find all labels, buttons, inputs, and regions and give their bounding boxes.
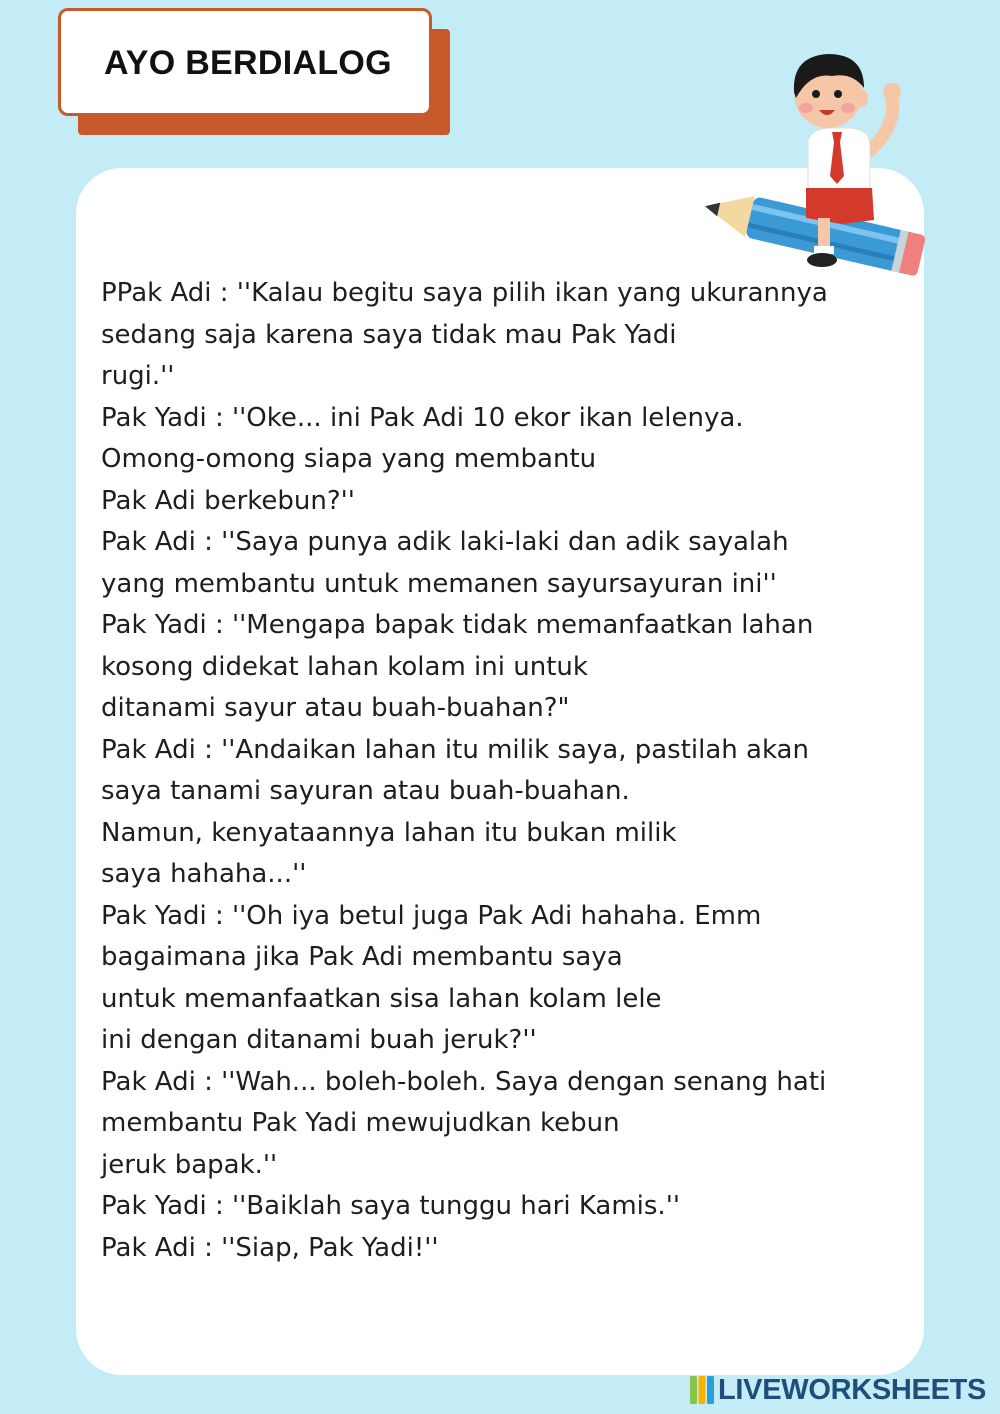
dialog-line: jeruk bapak.'' (101, 1149, 278, 1180)
dialog-line: rugi.'' (101, 361, 175, 391)
dialog-line: Namun, kenyataannya lahan itu bukan milik (101, 817, 677, 848)
dialog-line: bagaimana jika Pak Adi membantu saya (101, 942, 623, 972)
dialog-line: ini dengan ditanami buah jeruk?'' (101, 1025, 537, 1055)
brand-name: LIVEWORKSHEETS (718, 1373, 987, 1406)
dialog-line: sedang saja karena saya tidak mau Pak Yadi (101, 319, 677, 350)
dialog-line: saya hahaha...'' (101, 859, 307, 889)
dialog-line: Pak Adi berkebun?'' (101, 485, 355, 516)
dialog-line: Pak Yadi : ''Baiklah saya tunggu hari Kamis.'' (101, 1191, 680, 1221)
dialog-line: saya tanami sayuran atau buah-buahan. (101, 776, 630, 806)
dialog-line: yang membantu untuk memanen sayursayuran ini'' (101, 568, 777, 599)
page-title: AYO BERDIALOG (104, 44, 392, 82)
liveworksheets-logo-icon (690, 1376, 714, 1404)
dialog-line: Pak Adi : ''Wah... boleh-boleh. Saya dengan senang hati (101, 1066, 827, 1097)
dialog-line: membantu Pak Yadi mewujudkan kebun (101, 1108, 620, 1138)
dialog-line: Pak Yadi : ''Mengapa bapak tidak memanfaatkan lahan (101, 610, 814, 640)
dialog-line: Omong-omong siapa yang membantu (101, 444, 597, 474)
child-on-pencil-illustration (692, 42, 932, 282)
dialog-text (101, 273, 901, 1269)
dialog-line: kosong didekat lahan kolam ini untuk (101, 651, 588, 682)
dialog-line: ditanami sayur atau buah-buahan?" (101, 693, 570, 723)
liveworksheets-brand (690, 1372, 986, 1408)
dialog-line: PPak Adi : ''Kalau begitu saya pilih ikan yang ukurannya (101, 278, 828, 308)
dialog-line: Pak Adi : ''Andaikan lahan itu milik saya, pastilah akan (101, 734, 809, 765)
dialog-line: Pak Yadi : ''Oke... ini Pak Adi 10 ekor ikan lelenya. (101, 402, 744, 433)
dialog-line: Pak Yadi : ''Oh iya betul juga Pak Adi hahaha. Emm (101, 900, 762, 931)
dialog-line: untuk memanfaatkan sisa lahan kolam lele (101, 983, 662, 1014)
dialog-line: Pak Adi : ''Siap, Pak Yadi!'' (101, 1232, 439, 1263)
dialog-line: Pak Adi : ''Saya punya adik laki-laki dan adik sayalah (101, 527, 789, 557)
